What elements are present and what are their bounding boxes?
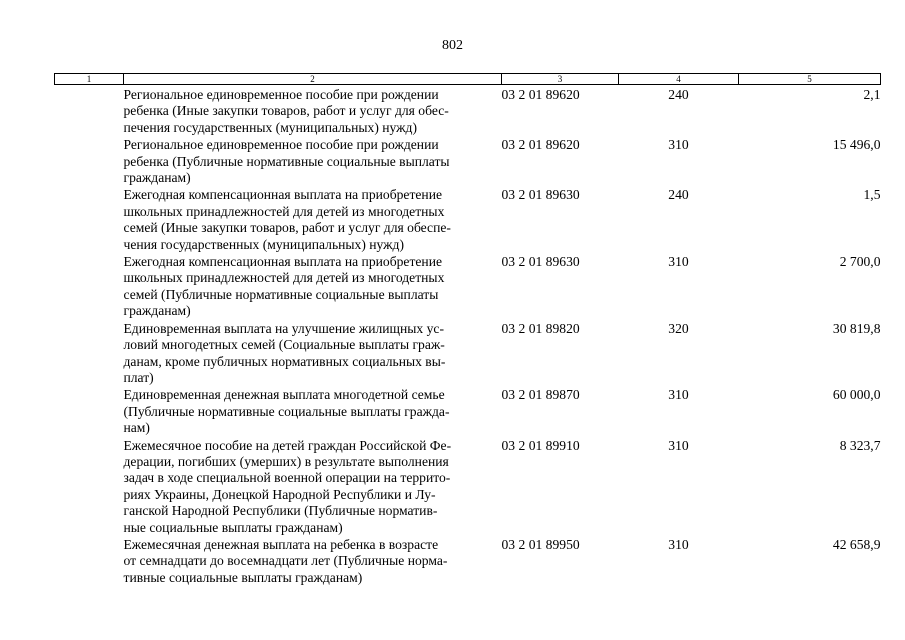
description-line: нам) [123,420,150,436]
description-line: Ежегодная компенсационная выплата на приобретение [123,254,443,270]
table-row [55,85,881,138]
row-expense-type: 310 [668,137,689,153]
table-row [55,137,881,187]
row-code: 03 2 01 89910 [501,437,580,453]
row-description [124,85,502,138]
row-expense-type: 310 [668,536,689,552]
row-number-cell [55,137,124,187]
row-expense-type: 310 [668,437,689,453]
row-expense-type: 240 [668,87,689,102]
row-code: 03 2 01 89630 [501,187,580,203]
row-amount: 1,5 [863,187,881,203]
table-row [55,387,881,437]
description-line: Единовременная денежная выплата многодетной семье [123,387,445,403]
description-line: данам, кроме публичных нормативных социальных вы- [123,353,446,369]
row-number-cell [55,321,124,388]
row-description [124,137,502,187]
row-description [124,537,502,587]
description-line: школьных принадлежностей для детей из многодетных [123,270,445,286]
table-row [55,321,881,388]
row-amount: 2,1 [863,87,881,102]
table-row [55,187,881,254]
row-number-cell [55,85,124,138]
description-line: от семнадцати до восемнадцати лет (Публичные норма- [123,553,448,569]
table-row [55,254,881,321]
row-amount: 42 658,9 [832,536,881,552]
row-description [124,321,502,388]
row-expense-type: 240 [668,187,689,203]
row-description [124,387,502,437]
description-line: ганской Народной Республики (Публичные норматив- [123,503,438,519]
row-description [124,438,502,537]
row-expense-type: 310 [668,387,689,403]
description-line: ные социальные выплаты гражданам) [123,519,343,535]
table-row [55,537,881,587]
description-line: тивные социальные выплаты гражданам) [123,569,363,585]
description-line: Ежемесячное пособие на детей граждан Российской Фе- [123,437,452,453]
row-code: 03 2 01 89950 [501,536,580,552]
description-line: задач в ходе специальной военной операции на террито- [123,470,451,486]
column-header-1: 1 [55,74,124,85]
description-line: Ежегодная компенсационная выплата на приобретение [123,187,443,203]
description-line: ловий многодетных семей (Социальные выплаты граж- [123,337,445,353]
column-header-2: 2 [124,74,502,85]
description-line: (Публичные нормативные социальные выплаты гражда- [123,403,450,419]
description-line: риях Украины, Донецкой Народной Республики и Лу- [123,486,436,502]
row-code: 03 2 01 89630 [501,254,580,270]
table-body [55,85,881,588]
description-line: Ежемесячная денежная выплата на ребенка в возрасте [123,536,439,552]
description-line: семей (Публичные нормативные социальные выплаты [123,286,439,302]
row-description [124,254,502,321]
description-line: Единовременная выплата на улучшение жилищных ус- [123,320,444,336]
description-line: дерации, погибших (умерших) в результате выполнения [123,453,449,469]
description-line: семей (Иные закупки товаров, работ и услуг для обеспе- [123,220,451,236]
row-code: 03 2 01 89620 [501,137,580,153]
row-amount: 8 323,7 [839,437,881,453]
description-line: школьных принадлежностей для детей из многодетных [123,203,445,219]
row-expense-type: 310 [668,254,689,270]
row-number-cell [55,187,124,254]
row-expense-type: 320 [668,320,689,336]
row-number-cell [55,537,124,587]
description-line: гражданам) [123,170,191,186]
description-line: чения государственных (муниципальных) нужд) [123,236,405,252]
table-row [55,438,881,537]
row-number-cell [55,438,124,537]
row-code: 03 2 01 89870 [501,387,580,403]
description-line: Региональное единовременное пособие при рождении [123,137,439,153]
row-amount: 60 000,0 [832,387,881,403]
table-header-row [55,74,881,85]
row-amount: 30 819,8 [832,320,881,336]
description-line: плат) [123,369,154,385]
page-number: 802 [442,38,463,53]
description-line: гражданам) [123,303,191,319]
row-code: 03 2 01 89620 [501,87,580,102]
column-header-4: 4 [619,74,739,85]
description-line: Региональное единовременное пособие при рождении [123,87,439,102]
description-line: ребенка (Публичные нормативные социальные выплаты [123,153,450,169]
description-line: ребенка (Иные закупки товаров, работ и услуг для обес- [123,103,449,119]
column-header-5: 5 [739,74,881,85]
row-description [124,187,502,254]
row-number-cell [55,387,124,437]
row-number-cell [55,254,124,321]
description-line: печения государственных (муниципальных) нужд) [123,119,417,135]
row-code: 03 2 01 89820 [501,320,580,336]
column-header-3: 3 [502,74,619,85]
row-amount: 2 700,0 [839,254,881,270]
budget-table [54,73,881,587]
row-amount: 15 496,0 [832,137,881,153]
